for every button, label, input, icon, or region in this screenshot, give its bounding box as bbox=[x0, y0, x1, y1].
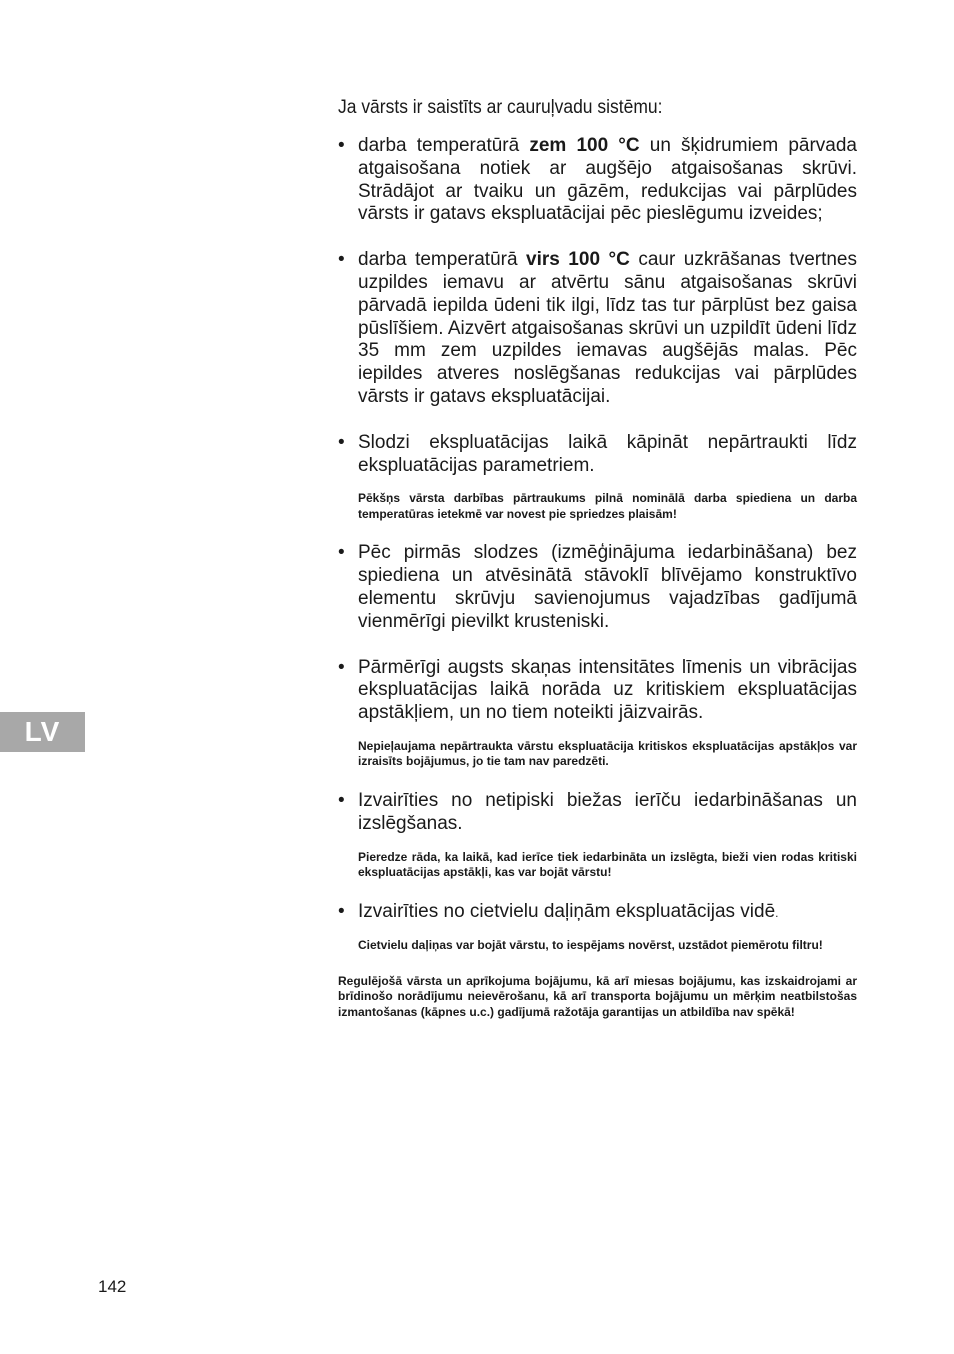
bullet-text-5: Pārmērīgi augsts skaņas intensitātes līmenis un vibrācijas ekspluatācijas laikā norāda uz kritiskiem ekspluatācijas apstākļiem, un no tiem noteikti jāizvairās. bbox=[358, 656, 857, 724]
bullet-item-4 bbox=[338, 542, 857, 633]
bullet-text-2-pre: darba temperatūrā bbox=[358, 249, 527, 271]
bullet-text-1 bbox=[358, 135, 857, 226]
warranty-note: Regulējošā vārsta un aprīkojuma bojājumu, kā arī miesas bojājumu, kas izskaidrojami ar brīdinošo norādījumu neievērošanu, kā arī transporta bojājumu un mērķim neatbilstošas izmantošanas (kāpnes u.c.) gadījumā ražotāja garantijas un atbildība nav spēkā! bbox=[338, 973, 857, 1019]
bullet-text-1-bold: zem 100 °C bbox=[529, 135, 640, 156]
bullet-text-7-trail: . bbox=[775, 905, 779, 920]
bullet-item-3 bbox=[338, 432, 857, 478]
bullet-text-4: Pēc pirmās slodzes (izmēģinājuma iedarbināšana) bez spiediena un atvēsinātā stāvoklī blīvējamo konstruktīvo elementu skrūvju savienojumus vajadzības gadījumā vienmērīgi pievilkt krusteniski. bbox=[358, 542, 857, 632]
bullet-dot-icon: • bbox=[338, 249, 345, 271]
bullet-item-2 bbox=[338, 249, 857, 409]
bullet-text-7 bbox=[358, 901, 857, 925]
bullet-text-2-bold: virs 100 °C bbox=[526, 249, 630, 271]
bullet-dot-icon: • bbox=[338, 542, 345, 564]
warning-note-4: Cietvielu daļiņas var bojāt vārstu, to iespējams novērst, uzstādot piemērotu filtru! bbox=[358, 938, 823, 953]
bullet-item-5 bbox=[338, 657, 857, 725]
bullet-text-7-main: Izvairīties no cietvielu daļiņām ekspluatācijas vidē bbox=[358, 900, 776, 922]
bullet-text-2-post: caur uzkrāšanas tvertnes uzpildes iemavu ar atvērtu sānu atgaisošanas skrūvi pārvadā iepilda ūdeni tik ilgi, līdz tas tur pārplūst bez gaisa pūslīšiem. Aizvērt atgaisošanas skrūvi un uzpildīt ūdeni līdz 35 mm zem uzpildes iemavas augšējās malas. Pēc iepildes atveres noslēgšanas redukcijas vai pārplūdes vārsts ir gatavs ekspluatācijai. bbox=[358, 249, 858, 407]
bullet-item-6 bbox=[338, 790, 857, 836]
intro-text: Ja vārsts ir saistīts ar cauruļvadu sistēmu: bbox=[338, 97, 663, 118]
warning-note-1: Pēkšņs vārsta darbības pārtraukums pilnā nominālā darba spiediena un darba temperatūras ietekmē var novest pie spriedzes plaisām! bbox=[358, 491, 857, 521]
language-tab: LV bbox=[0, 712, 85, 752]
bullet-item-7 bbox=[338, 901, 857, 925]
warning-note-2: Nepieļaujama nepārtraukta vārstu ekspluatācija kritiskos ekspluatācijas apstākļos var izraisīts bojājumus, jo tie tam nav paredzēti. bbox=[358, 738, 857, 769]
bullet-text-1-post: un šķidrumiem pārvada atgaisošana notiek ar augšējo atgaisošanas skrūvi. Strādājot ar tvaiku un gāzēm, redukcijas vai pārplūdes vārsts ir gatavs ekspluatācijai pēc pieslēgumu izveides; bbox=[358, 135, 857, 225]
bullet-text-3: Slodzi ekspluatācijas laikā kāpināt nepārtraukti līdz ekspluatācijas parametriem. bbox=[358, 431, 857, 476]
bullet-text-6: Izvairīties no netipiski biežas ierīču iedarbināšanas un izslēgšanas. bbox=[358, 789, 857, 834]
bullet-text-2 bbox=[358, 249, 857, 409]
bullet-dot-icon: • bbox=[338, 656, 345, 678]
bullet-text-1-pre: darba temperatūrā bbox=[358, 135, 530, 156]
bullet-dot-icon: • bbox=[338, 431, 345, 453]
bullet-dot-icon: • bbox=[338, 135, 345, 156]
main-content bbox=[338, 96, 857, 1020]
page-number: 142 bbox=[98, 1277, 127, 1296]
bullet-item-1 bbox=[338, 135, 857, 226]
bullet-dot-icon: • bbox=[338, 900, 345, 922]
bullet-dot-icon: • bbox=[338, 789, 345, 811]
warning-note-3: Pieredze rāda, ka laikā, kad ierīce tiek iedarbināta un izslēgta, bieži vien rodas kritiski ekspluatācijas apstākļi, kas var bojāt vārstu! bbox=[358, 849, 857, 880]
